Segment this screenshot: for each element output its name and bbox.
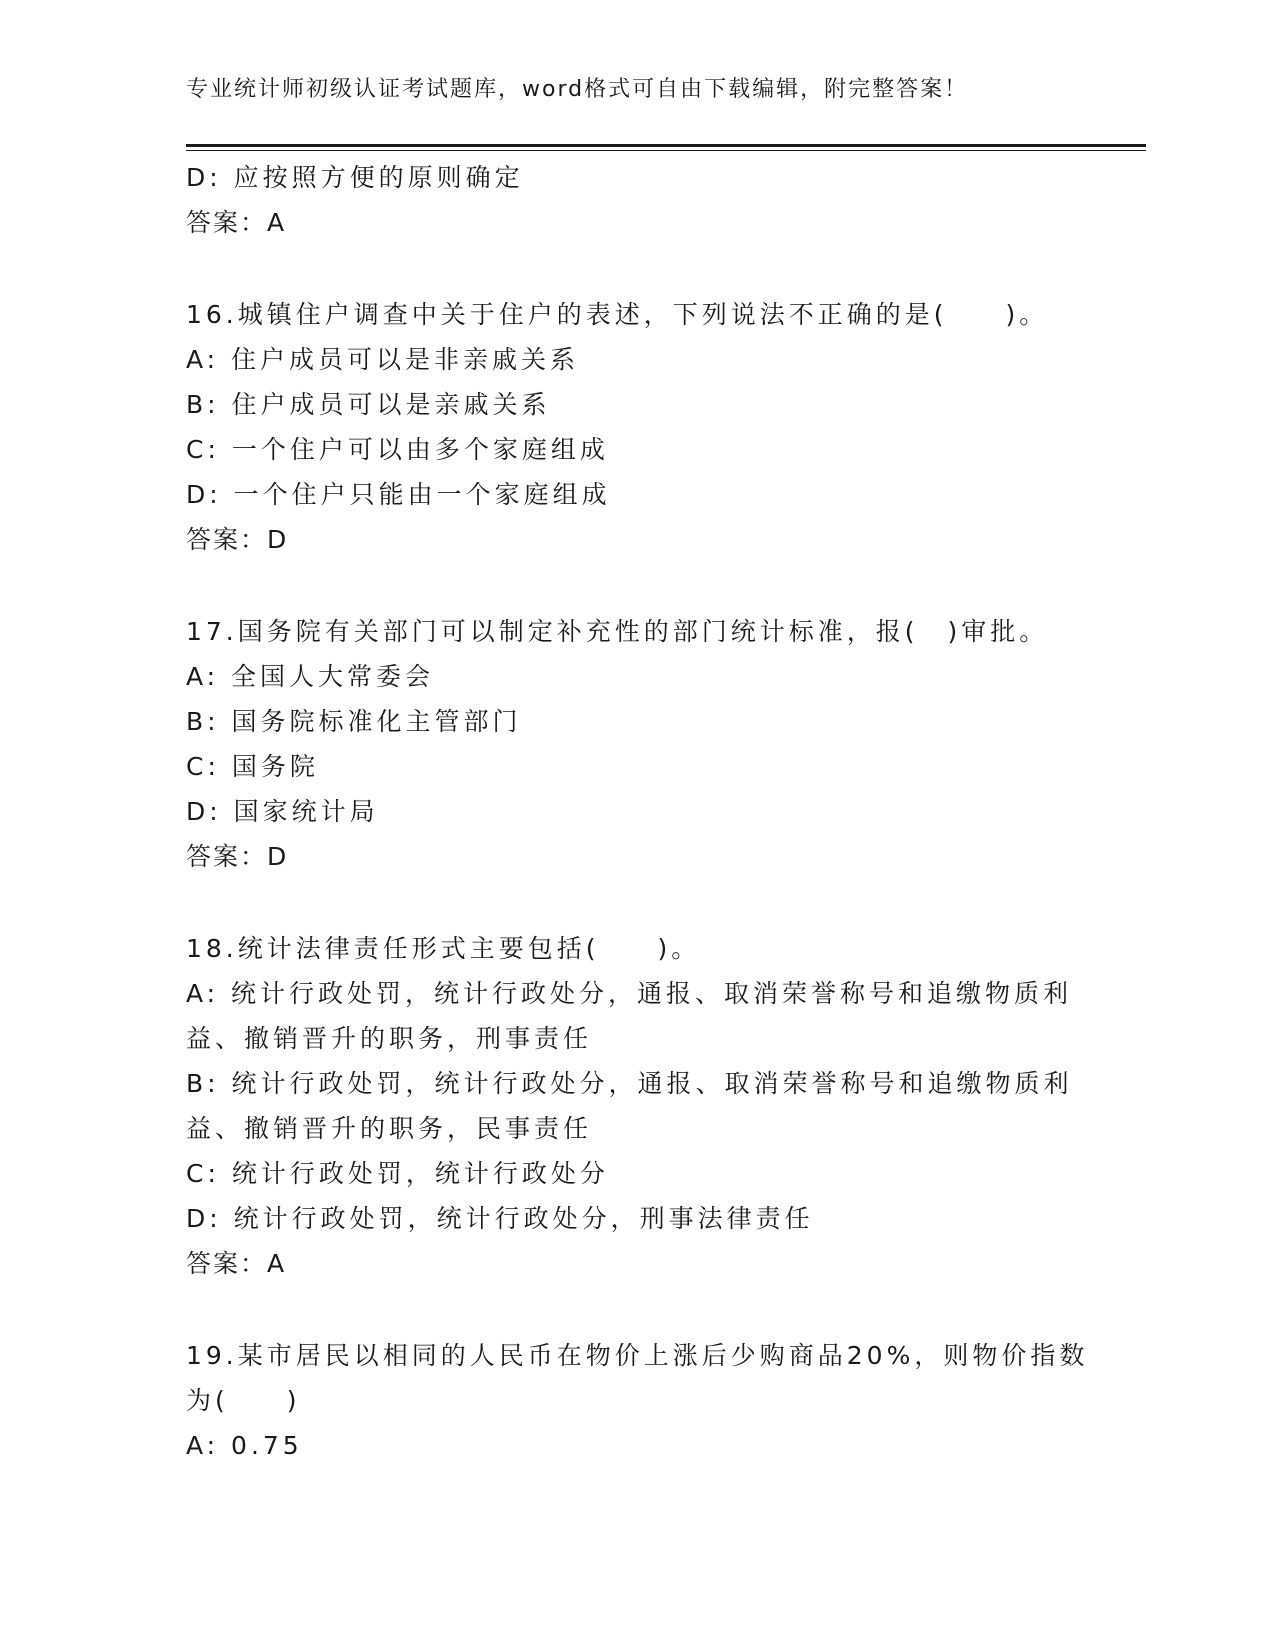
option-b: B: 国务院标准化主管部门 [186, 707, 522, 736]
option-a-line-2: 益、撤销晋升的职务，刑事责任 [186, 1024, 593, 1053]
spacer [186, 245, 1086, 292]
question-list [186, 155, 1089, 1468]
question-stem-line-1: 19.某市居民以相同的人民币在物价上涨后少购商品20%，则物价指数 [186, 1341, 1089, 1370]
option-c: C: 一个住户可以由多个家庭组成 [186, 435, 609, 464]
header-rule-thick [186, 144, 1146, 147]
answer: 答案：D [186, 525, 289, 554]
option-a-line-1: A: 统计行政处罚，统计行政处分，通报、取消荣誉称号和追缴物质利 [186, 979, 1073, 1008]
answer: 答案：A [186, 208, 287, 237]
option-c: C: 国务院 [186, 752, 319, 781]
option-b-line-2: 益、撤销晋升的职务，民事责任 [186, 1114, 593, 1143]
question-16 [186, 292, 1086, 562]
option-d: D: 国家统计局 [186, 797, 379, 826]
question-stem-line-2: 为( ) [186, 1386, 301, 1415]
question-17 [186, 609, 1086, 879]
option-a: A: 住户成员可以是非亲戚关系 [186, 345, 580, 374]
header-rule-thin [186, 150, 1146, 151]
option-d: D: 一个住户只能由一个家庭组成 [186, 480, 611, 509]
spacer [186, 879, 1086, 926]
option-d: D: 统计行政处罚，统计行政处分，刑事法律责任 [186, 1204, 814, 1233]
option-b: B: 住户成员可以是亲戚关系 [186, 390, 551, 419]
question-18 [186, 926, 1086, 1286]
question-15 [186, 155, 1086, 245]
question-19 [186, 1333, 1089, 1468]
answer: 答案：D [186, 842, 289, 871]
option-a: A: 全国人大常委会 [186, 662, 435, 691]
option-d: D: 应按照方便的原则确定 [186, 163, 524, 192]
answer: 答案：A [186, 1249, 287, 1278]
document-header: 专业统计师初级认证考试题库，word格式可自由下载编辑，附完整答案！ [186, 77, 969, 102]
question-stem: 18.统计法律责任形式主要包括( )。 [186, 934, 701, 963]
option-b-line-1: B: 统计行政处罚，统计行政处分，通报、取消荣誉称号和追缴物质利 [186, 1069, 1073, 1098]
option-c: C: 统计行政处罚，统计行政处分 [186, 1159, 609, 1188]
option-a: A: 0.75 [186, 1431, 303, 1460]
spacer [186, 1286, 1086, 1333]
spacer [186, 562, 1086, 609]
question-stem: 17.国务院有关部门可以制定补充性的部门统计标准，报( )审批。 [186, 617, 1049, 646]
question-stem: 16.城镇住户调查中关于住户的表述，下列说法不正确的是( )。 [186, 300, 1049, 329]
